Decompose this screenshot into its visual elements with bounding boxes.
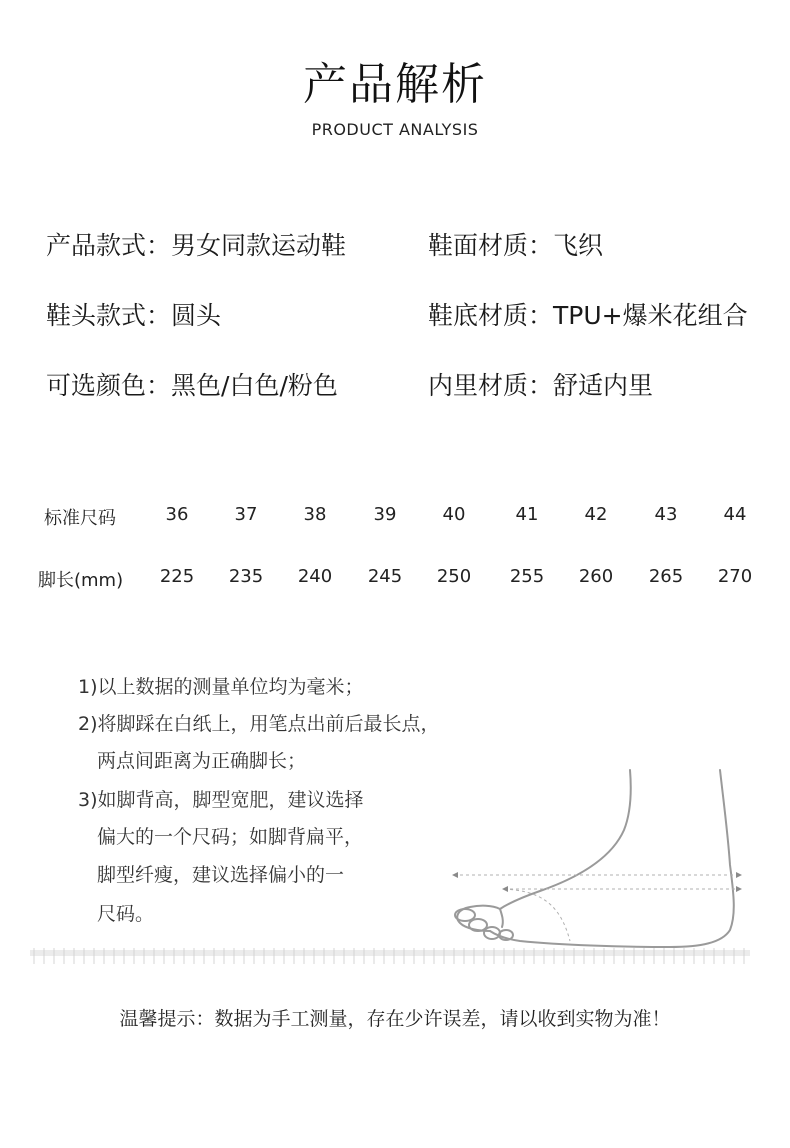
attr-style [46,226,346,262]
length-cell: 265 [648,566,684,587]
attr-colors [46,366,338,402]
size-cell: 38 [303,504,327,525]
attr-upper-label: 鞋面材质： [428,231,554,260]
attr-toe-label: 鞋头款式： [46,301,172,330]
size-cell: 36 [165,504,189,525]
attr-sole [428,296,748,332]
length-cell: 260 [578,566,614,587]
size-cell: 39 [373,504,397,525]
size-cell: 42 [584,504,608,525]
length-cell: 240 [297,566,333,587]
note-line: 3)如脚背高，脚型宽肥，建议选择 [78,789,364,811]
attr-sole-label: 鞋底材质： [428,301,554,330]
attr-upper [428,226,603,262]
attr-upper-value: 飞织 [553,231,604,260]
length-row-label: 脚长(mm) [38,570,124,591]
page-title: 产品解析 [303,59,487,110]
foot-measurement-icon [440,765,760,955]
attr-lining-label: 内里材质： [428,371,554,400]
length-cell: 235 [228,566,264,587]
note-line: 尺码。 [97,903,155,925]
attr-style-label: 产品款式： [46,231,172,260]
size-cell: 41 [515,504,539,525]
attr-colors-label: 可选颜色： [46,371,172,400]
attr-colors-value: 黑色/白色/粉色 [171,371,338,400]
note-line: 两点间距离为正确脚长； [97,750,307,772]
length-cell: 225 [159,566,195,587]
length-cell: 270 [717,566,753,587]
size-cell: 43 [654,504,678,525]
attr-sole-value: TPU+爆米花组合 [553,301,748,330]
note-line: 2)将脚踩在白纸上，用笔点出前后最长点， [78,713,440,735]
note-line: 偏大的一个尺码；如脚背扁平， [97,826,364,848]
length-cell: 255 [509,566,545,587]
attr-style-value: 男女同款运动鞋 [171,231,347,260]
page-subtitle: PRODUCT ANALYSIS [311,120,479,139]
size-cell: 37 [234,504,258,525]
attr-toe-value: 圆头 [171,301,222,330]
length-cell: 245 [367,566,403,587]
attr-toe [46,296,221,332]
length-cell: 250 [436,566,472,587]
attr-lining [428,366,653,402]
warm-tip: 温馨提示：数据为手工测量，存在少许误差，请以收到实物为准！ [119,1008,671,1030]
note-line: 1)以上数据的测量单位均为毫米； [78,676,364,698]
size-cell: 44 [723,504,747,525]
size-row-label: 标准尺码 [44,508,116,529]
attr-lining-value: 舒适内里 [553,371,654,400]
size-cell: 40 [442,504,466,525]
note-line: 脚型纤瘦，建议选择偏小的一 [97,864,345,886]
